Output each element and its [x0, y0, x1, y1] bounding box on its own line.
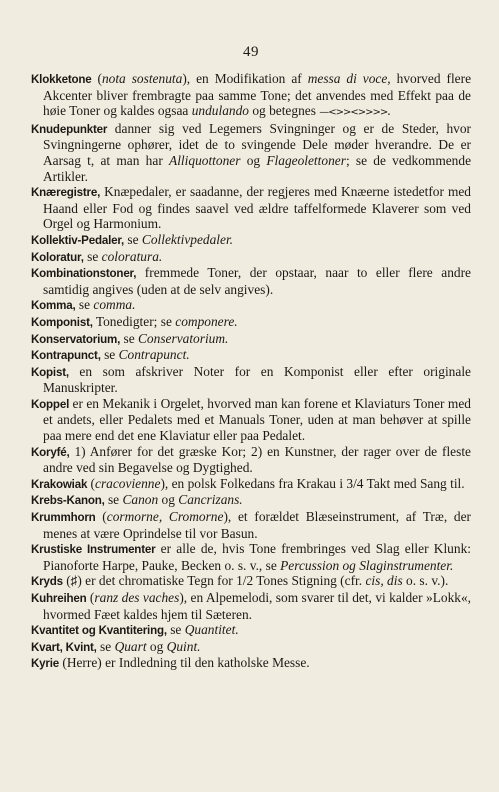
- entry-knaeregistre: Knæregistre, Knæpedaler, er saadanne, der regjeres med Knæerne istedetfor med Haand eller Fod og findes saavel ved ældre taffelformede Klaverer som ved Orgel og Harmonium.: [31, 184, 471, 232]
- headword: Kuhreihen: [31, 592, 87, 605]
- headword: Kyrie: [31, 657, 60, 671]
- entry-kombinationstoner: Kombinationstoner, fremmede Toner, der opstaar, naar to eller flere andre samtidig angives (uden at de selv angives).: [31, 265, 471, 297]
- headword: Krebs-Kanon,: [31, 494, 105, 508]
- entry-kuhreihen: Kuhreihen (ranz des vaches), en Alpemelodi, som svarer til det, vi kalder »Lokk«, hvormed Fæet kaldes hjem til Sæteren.: [31, 590, 471, 622]
- page-number: 49: [243, 44, 259, 60]
- headword: Kombinationstoner,: [31, 267, 137, 281]
- entry-klokketone: Klokketone (nota sostenuta), en Modifikation af messa di voce, hvorved flere Akcenter bliver frembragte paa samme Tone; det anvendes med Effekt paa de høie Toner og kaldes ogsaa undulando og betegnes —<>><>>>>.: [31, 71, 472, 119]
- entry-kontrapunct: Kontrapunct, se Contrapunct.: [31, 347, 190, 363]
- entry-kryds: Kryds (♯) er det chromatiske Tegn for 1/2 Tones Stigning (cfr. cis, dis o. s. v.).: [31, 573, 449, 589]
- entry-konservatorium: Konservatorium, se Conservatorium.: [31, 330, 229, 346]
- headword: Kopist,: [31, 365, 69, 379]
- entry-kvantitet: Kvantitet og Kvantitering, se Quantitet.: [31, 622, 239, 638]
- entry-kvart-kvint: Kvart, Kvint, se Quart og Quint.: [31, 638, 201, 654]
- entry-komma: Komma, se comma.: [31, 297, 136, 313]
- fraction: 1/2: [236, 573, 254, 589]
- headword: Konservatorium,: [31, 332, 121, 346]
- entry-kopist: Kopist, en som afskriver Noter for en Komponist eller efter originale Manuskripter.: [31, 363, 471, 396]
- headword: Komma,: [31, 299, 76, 313]
- headword: Kvart, Kvint,: [31, 640, 97, 654]
- headword: Knudepunkter: [31, 122, 108, 136]
- headword: Kvantitet og Kvantitering,: [31, 624, 167, 638]
- entry-komponist: Komponist, Tonedigter; se componere.: [31, 313, 238, 329]
- headword: Komponist,: [31, 315, 93, 329]
- entry-kyrie: Kyrie (Herre) er Indledning til den katholske Messe.: [31, 655, 310, 671]
- entry-knudepunkter: Knudepunkter danner sig ved Legemers Svingninger og er de Steder, hvor Svingningerne ophører, idet de to svingende Dele møder hverandre. De er Aarsag t, at man har Alliquottoner og Flageolettoner; se de vedkommende Artikler.: [31, 120, 472, 184]
- entry-krustiske-instrumenter: Krustiske Instrumenter er alle de, hvis Tone frembringes ved Slag eller Klunk: Pianoforte Harpe, Pauke, Becken o. s. v., se Percussion og Slaginstrumenter.: [31, 541, 471, 573]
- headword: Kryds: [31, 575, 63, 589]
- headword: Krakowiak: [31, 477, 88, 491]
- entry-koppel: Koppel er en Mekanik i Orgelet, hvorved man kan forene et Klaviaturs Toner med et andets, eller Pedalets med et Manuals Toner, uden at man behøver at spille paa mere end det ene Klaviatur eller paa Pedalet.: [31, 395, 471, 444]
- headword: Klokketone: [31, 73, 92, 86]
- entry-krebs-kanon: Krebs-Kanon, se Canon og Cancrizans.: [31, 492, 243, 508]
- entry-koryfe: Koryfé, 1) Anfører for det græske Kor; 2) en Kunstner, der rager over de fleste andre ved sin Begavelse og Dygtighed.: [31, 443, 471, 476]
- headword: Koryfé,: [31, 445, 70, 459]
- headword: Koloratur,: [31, 250, 84, 264]
- entry-koloratur: Koloratur, se coloratura.: [31, 248, 163, 264]
- headword: Knæregistre,: [31, 186, 101, 200]
- headword: Koppel: [31, 397, 70, 411]
- entry-kollektiv-pedaler: Kollektiv-Pedaler, se Collektivpedaler.: [31, 231, 234, 247]
- swell-sign: —<>><>>>>: [319, 107, 388, 119]
- fraction: 3/4: [346, 475, 364, 491]
- headword: Krummhorn: [31, 511, 96, 525]
- headword: Kontrapunct,: [31, 349, 101, 363]
- headword: Krustiske Instrumenter: [31, 543, 156, 557]
- entry-krakowiak: Krakowiak (cracovienne), en polsk Folkedans fra Krakau i 3/4 Takt med Sang til.: [31, 475, 465, 491]
- entry-krummhorn: Krummhorn (cormorne, Cromorne), et forældet Blæseinstrument, af Træ, der menes at være Oprindelse til vor Basun.: [31, 509, 471, 541]
- headword: Kollektiv-Pedaler,: [31, 233, 125, 247]
